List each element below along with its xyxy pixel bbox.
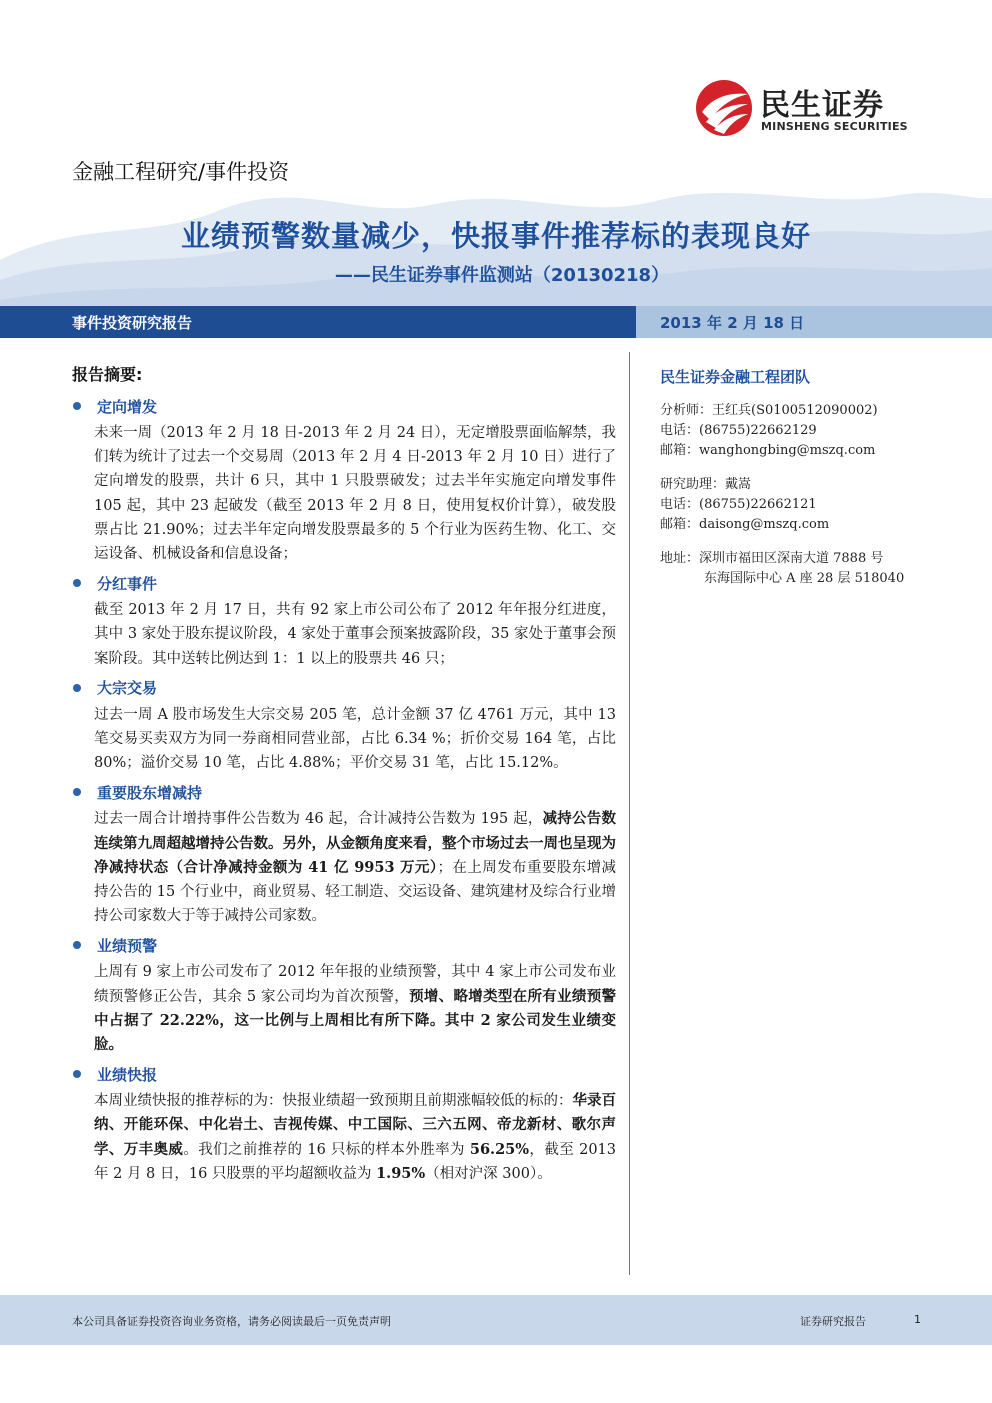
minsheng-emblem-icon (694, 78, 754, 138)
minsheng-logo (694, 78, 924, 138)
bullet-icon (73, 788, 81, 796)
paragraph-text: 过去一周 A 股市场发生大宗交易 205 笔，总计金额 37 亿 4761 万元，其中 13 笔交易买卖双方为同一券商相同营业部，占比 6.34 %；折价交易 164 笔，占比 80%；溢价交易 10 笔，占比 4.88%；平价交易 31 笔，占比 15.12%。 (94, 706, 616, 772)
assistant-phone: 电话：(86755)22662121 (660, 497, 817, 512)
emphasized-text: 预增、略增类型在所有业绩预警中占据了 22.22%，这一比例与上周相比有所下降。其中 2 家公司发生业绩变脸。 (94, 987, 616, 1054)
team-name: 民生证券金融工程团队 (660, 368, 811, 386)
report-date: 2013 年 2 月 18 日 (660, 314, 805, 332)
footer-doc-type: 证券研究报告 (800, 1315, 866, 1328)
analyst-name: 分析师：王红兵(S0100512090002) (660, 403, 878, 418)
section-title: 分红事件 (97, 574, 158, 593)
address-line-2: 东海国际中心 A 座 28 层 518040 (704, 571, 905, 586)
summary-heading: 报告摘要: (72, 365, 143, 384)
section-header (72, 675, 616, 701)
contact-column (660, 366, 960, 589)
section-paragraph (94, 1089, 616, 1186)
summary-column (72, 362, 616, 1190)
section-title: 业绩预警 (97, 936, 158, 955)
bullet-icon (73, 1070, 81, 1078)
summary-section (72, 675, 616, 776)
bullet-icon (73, 402, 81, 410)
emphasized-text: 华录百纳、开能环保、中化岩土、吉视传媒、中工国际、三六五网、帝龙新材、歌尔声学、万丰奥威 (94, 1092, 616, 1158)
summary-section (72, 570, 616, 671)
paragraph-text: ，截至 2013 年 2 月 8 日，16 只股票的平均超额收益为 (94, 1141, 616, 1182)
page-number: 1 (914, 1313, 921, 1326)
section-header (72, 779, 616, 805)
emphasized-text: 1.95% (376, 1164, 426, 1182)
paragraph-text: 截至 2013 年 2 月 17 日，共有 92 家上市公司公布了 2012 年年报分红进度，其中 3 家处于股东提议阶段，4 家处于董事会预案披露阶段，35 家处于董事会预案阶段。其中送转比例达到 1：1 以上的股票共 46 只； (94, 602, 616, 667)
paragraph-text: 。我们之前推荐的 16 只标的样本外胜率为 (183, 1141, 470, 1158)
summary-section (72, 932, 616, 1057)
section-paragraph (94, 421, 616, 566)
footer-disclaimer: 本公司具备证券投资咨询业务资格，请务必阅读最后一页免责声明 (72, 1315, 391, 1328)
emphasized-text: 减持公告数连续第九周超越增持公告数。另外，从金额角度来看，整个市场过去一周也呈现为净减持状态（合计净减持金额为 41 亿 9953 万元） (94, 810, 617, 876)
emphasized-text: 56.25% (469, 1140, 530, 1158)
report-category: 金融工程研究/事件投资 (72, 160, 290, 184)
section-paragraph (94, 807, 616, 928)
section-header (72, 1061, 616, 1087)
page-footer (0, 1295, 992, 1345)
section-title: 定向增发 (97, 397, 158, 416)
summary-section (72, 1061, 616, 1186)
summary-section (72, 779, 616, 928)
paragraph-text: 过去一周合计增持事件公告数为 46 起，合计减持公告数为 195 起， (94, 811, 543, 828)
address-line-1: 地址：深圳市福田区深南大道 7888 号 (660, 551, 884, 566)
section-header (72, 570, 616, 596)
report-title: 业绩预警数量减少，快报事件推荐标的表现良好 (180, 219, 811, 253)
bullet-icon (73, 684, 81, 692)
report-type-band (0, 306, 992, 338)
section-paragraph (94, 598, 616, 671)
section-header (72, 393, 616, 419)
section-paragraph (94, 703, 616, 776)
logo-chinese-name: 民生证券 (760, 88, 884, 123)
bullet-icon (73, 579, 81, 587)
section-header (72, 932, 616, 958)
paragraph-text: （相对沪深 300）。 (425, 1165, 552, 1182)
summary-sections (72, 393, 616, 1186)
section-title: 业绩快报 (97, 1065, 158, 1084)
paragraph-text: 未来一周（2013 年 2 月 18 日-2013 年 2 月 24 日），无定增股票面临解禁，我们转为统计了过去一个交易周（2013 年 2 月 4 日-2013 年 2 月 10 日）进行了定向增发的股票，共计 6 只，其中 1 只股票破发；过去半年实施定向增发事件 105 起，其中 23 起破发（截至 2013 年 2 月 8 日，使用复权价计算），破发股票占比 21.90%；过去半年定向增发股票最多的 5 个行业为医药生物、化工、交运设备、机械设备和信息设备； (94, 425, 616, 563)
section-title: 重要股东增减持 (97, 783, 203, 802)
spacer (660, 535, 960, 549)
paragraph-text: 上周有 9 家上市公司发布了 2012 年年报的业绩预警，其中 4 家上市公司发布业绩预警修正公告，其余 5 家公司均为首次预警， (94, 964, 616, 1005)
assistant-email[interactable]: 邮箱：daisong@mszq.com (660, 517, 830, 532)
paragraph-text: 本周业绩快报的推荐标的为：快报业绩超一致预期且前期涨幅较低的标的： (94, 1093, 573, 1110)
analyst-email[interactable]: 邮箱：wanghongbing@mszq.com (660, 443, 876, 458)
report-subtitle: ——民生证券事件监测站（20130218） (334, 265, 670, 286)
spacer (660, 461, 960, 475)
report-type-label: 事件投资研究报告 (72, 314, 193, 332)
assistant-name: 研究助理：戴嵩 (660, 477, 752, 492)
section-title: 大宗交易 (97, 679, 158, 698)
column-divider (629, 352, 630, 1275)
section-paragraph (94, 960, 616, 1057)
logo-english-name: MINSHENG SECURITIES (761, 120, 908, 133)
summary-section (72, 393, 616, 566)
paragraph-text: ；在上周发布重要股东增减持公告的 15 个行业中，商业贸易、轻工制造、交运设备、建筑建材及综合行业增持公司家数大于等于减持公司家数。 (94, 859, 617, 925)
analyst-phone: 电话：(86755)22662129 (660, 423, 817, 438)
bullet-icon (73, 941, 81, 949)
